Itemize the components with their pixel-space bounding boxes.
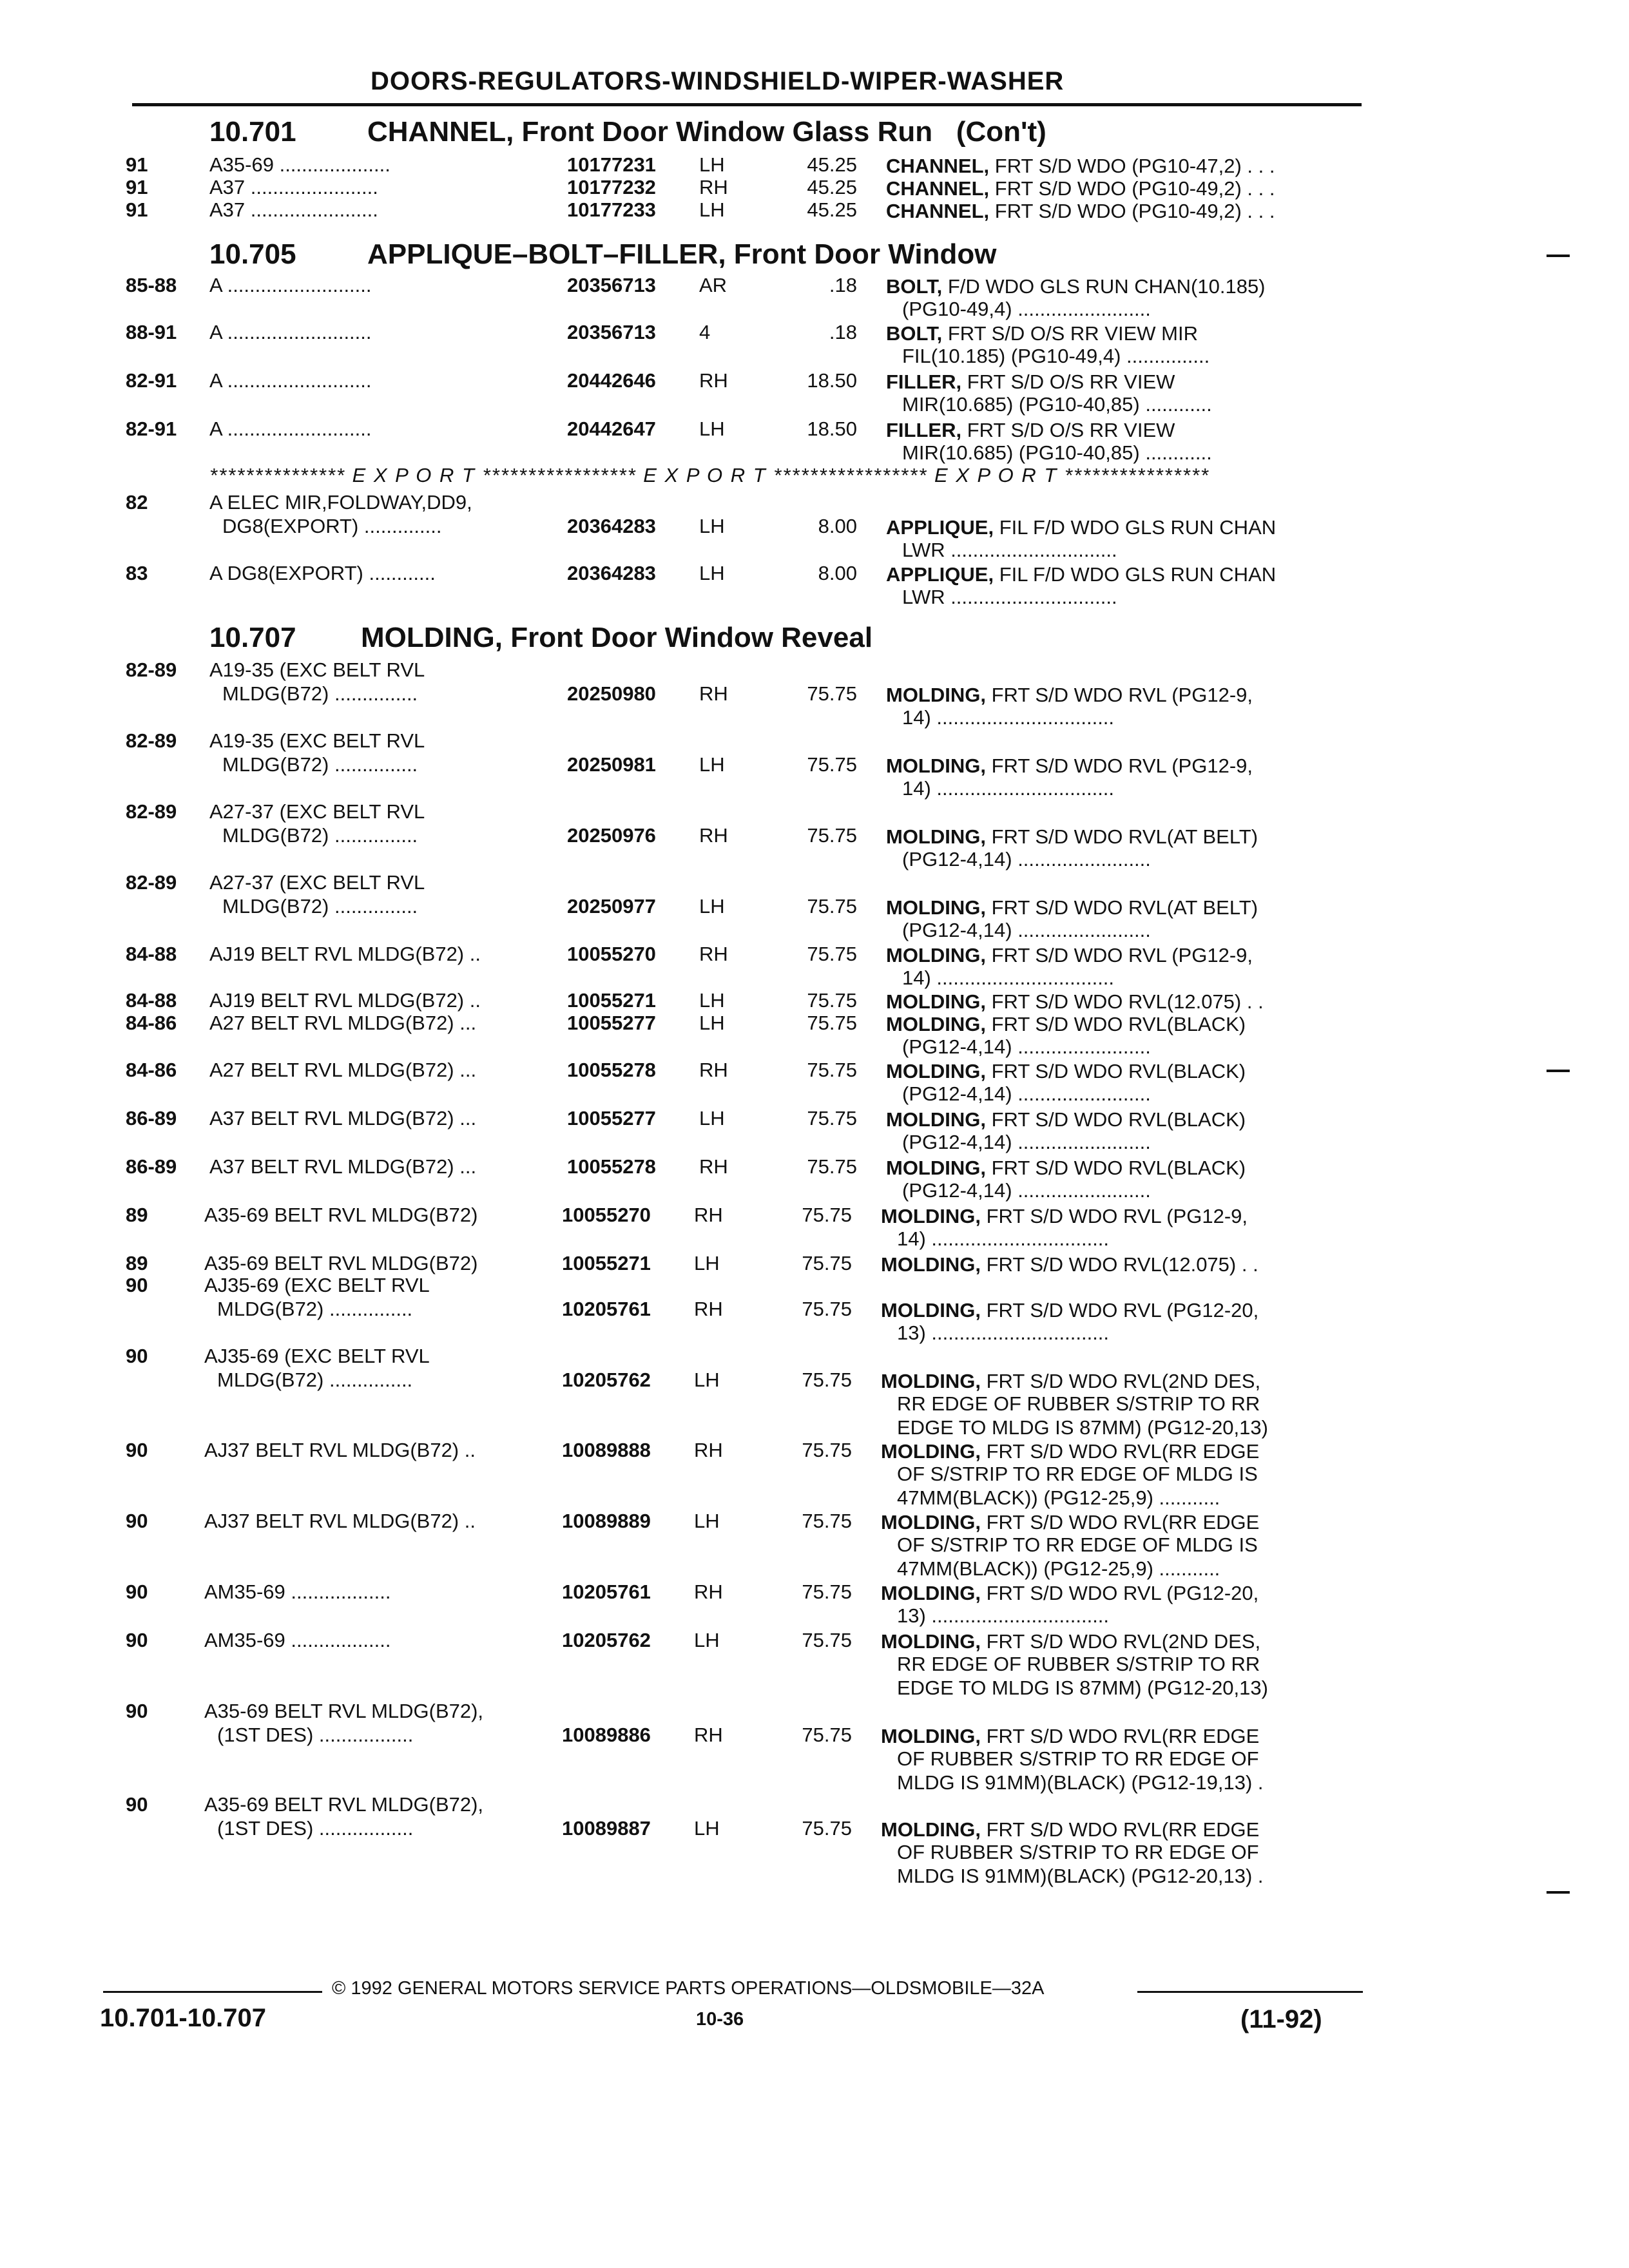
model-description: AJ19 BELT RVL MLDG(B72) ..: [209, 943, 481, 965]
quantity: LH: [699, 1012, 725, 1034]
part-name: MOLDING,: [886, 754, 986, 777]
model-description: A35-69 ....................: [209, 153, 390, 176]
part-number: 10089889: [562, 1510, 651, 1532]
part-number: 10055278: [567, 1155, 656, 1178]
section-10-701: [209, 116, 1046, 148]
part-description: CHANNEL, FRT S/D WDO (PG10-49,2) . . .: [886, 200, 1275, 222]
quantity: RH: [694, 1724, 723, 1746]
quantity: 4: [699, 321, 711, 343]
part-description-cont: OF RUBBER S/STRIP TO RR EDGE OF: [897, 1841, 1259, 1863]
model-years: 91: [126, 153, 148, 176]
part-description: MOLDING, FRT S/D WDO RVL(BLACK): [886, 1013, 1246, 1035]
model-description: A27 BELT RVL MLDG(B72) ...: [209, 1012, 477, 1034]
price: 75.75: [802, 1369, 852, 1391]
model-description: A19-35 (EXC BELT RVL: [209, 729, 425, 752]
price: 75.75: [802, 1510, 852, 1532]
model-description: AJ37 BELT RVL MLDG(B72) ..: [204, 1439, 476, 1461]
model-years: 84-86: [126, 1059, 177, 1081]
margin-mark: [1547, 1070, 1570, 1072]
part-description: MOLDING, FRT S/D WDO RVL(BLACK): [886, 1060, 1246, 1082]
part-description: FILLER, FRT S/D O/S RR VIEW: [886, 419, 1175, 441]
part-name: MOLDING,: [881, 1440, 981, 1463]
part-number: 10055277: [567, 1012, 656, 1034]
part-description: BOLT, FRT S/D O/S RR VIEW MIR: [886, 322, 1198, 345]
part-name: MOLDING,: [881, 1205, 981, 1227]
footer-rule-right: [1137, 1991, 1363, 1993]
quantity: LH: [699, 753, 725, 776]
part-name: MOLDING,: [881, 1630, 981, 1653]
price: 75.75: [802, 1204, 852, 1226]
part-description: MOLDING, FRT S/D WDO RVL (PG12-20,: [881, 1582, 1259, 1604]
model-description: A37 BELT RVL MLDG(B72) ...: [209, 1155, 477, 1178]
footer-copyright: © 1992 GENERAL MOTORS SERVICE PARTS OPERATIONS—OLDSMOBILE—32A: [332, 1978, 1045, 1999]
part-name: MOLDING,: [886, 1060, 986, 1082]
model-years: 82-89: [126, 800, 177, 823]
margin-mark: [1547, 1891, 1570, 1894]
quantity: LH: [699, 153, 725, 176]
model-years: 82-89: [126, 658, 177, 681]
price: 75.75: [807, 1107, 857, 1129]
part-name: CHANNEL,: [886, 155, 990, 177]
part-description: MOLDING, FRT S/D WDO RVL(BLACK): [886, 1157, 1246, 1179]
quantity: LH: [699, 895, 725, 918]
part-number: 10177232: [567, 176, 656, 198]
part-description-cont: (PG12-4,14) ........................: [902, 1082, 1151, 1105]
model-years: 89: [126, 1252, 148, 1274]
export-divider: *************** E X P O R T ***************** E X P O R T ***************** E X P O R T ****************: [209, 464, 1210, 486]
price: 75.75: [807, 824, 857, 847]
part-name: BOLT,: [886, 322, 943, 345]
model-description: A27-37 (EXC BELT RVL: [209, 800, 425, 823]
part-description: MOLDING, FRT S/D WDO RVL(RR EDGE: [881, 1440, 1260, 1463]
price: 75.75: [807, 753, 857, 776]
quantity: RH: [699, 176, 728, 198]
section-number: 10.705: [209, 238, 296, 270]
quantity: RH: [694, 1298, 723, 1320]
model-years: 88-91: [126, 321, 177, 343]
part-description: MOLDING, FRT S/D WDO RVL(AT BELT): [886, 896, 1258, 919]
model-years: 83: [126, 562, 148, 584]
part-description-cont: EDGE TO MLDG IS 87MM) (PG12-20,13): [897, 1677, 1268, 1699]
model-description-cont: MLDG(B72) ...............: [222, 895, 418, 918]
part-description-cont: MLDG IS 91MM)(BLACK) (PG12-20,13) .: [897, 1865, 1264, 1887]
price: 45.25: [807, 153, 857, 176]
part-name: MOLDING,: [886, 1157, 986, 1179]
part-description-cont: OF S/STRIP TO RR EDGE OF MLDG IS: [897, 1463, 1258, 1485]
price: 75.75: [807, 989, 857, 1012]
quantity: RH: [699, 1059, 728, 1081]
part-number: 20364283: [567, 515, 656, 537]
part-name: MOLDING,: [881, 1370, 981, 1392]
part-number: 10055270: [567, 943, 656, 965]
model-description-cont: MLDG(B72) ...............: [222, 824, 418, 847]
section-continued: (Con't): [956, 116, 1046, 148]
part-number: 10089887: [562, 1817, 651, 1840]
price: 8.00: [818, 562, 857, 584]
part-number: 10055271: [562, 1252, 651, 1274]
price: 75.75: [802, 1252, 852, 1274]
model-years: 90: [126, 1700, 148, 1722]
model-description: AJ37 BELT RVL MLDG(B72) ..: [204, 1510, 476, 1532]
part-name: MOLDING,: [886, 684, 986, 706]
price: 8.00: [818, 515, 857, 537]
part-number: 20250977: [567, 895, 656, 918]
part-description: MOLDING, FRT S/D WDO RVL(AT BELT): [886, 825, 1258, 848]
model-description: A37 .......................: [209, 198, 378, 221]
part-description: MOLDING, FRT S/D WDO RVL(12.075) . .: [881, 1253, 1258, 1276]
part-number: 10055271: [567, 989, 656, 1012]
model-years: 89: [126, 1204, 148, 1226]
quantity: RH: [699, 824, 728, 847]
part-description: MOLDING, FRT S/D WDO RVL (PG12-9,: [886, 754, 1253, 777]
part-description: MOLDING, FRT S/D WDO RVL (PG12-9,: [886, 944, 1253, 966]
part-description: MOLDING, FRT S/D WDO RVL(2ND DES,: [881, 1630, 1261, 1653]
model-years: 84-88: [126, 989, 177, 1012]
section-10-707: [209, 622, 872, 654]
model-description-cont: MLDG(B72) ...............: [217, 1369, 413, 1391]
model-description-cont: DG8(EXPORT) ..............: [222, 515, 442, 537]
part-description-cont: EDGE TO MLDG IS 87MM) (PG12-20,13): [897, 1416, 1268, 1439]
part-name: MOLDING,: [886, 896, 986, 919]
quantity: LH: [699, 1107, 725, 1129]
price: .18: [829, 321, 857, 343]
price: 75.75: [807, 682, 857, 705]
part-name: CHANNEL,: [886, 177, 990, 200]
part-number: 20442647: [567, 418, 656, 440]
footer-date-code: (11-92): [1240, 2005, 1322, 2033]
part-name: MOLDING,: [881, 1511, 981, 1533]
part-description: APPLIQUE, FIL F/D WDO GLS RUN CHAN: [886, 516, 1277, 539]
part-number: 20364283: [567, 562, 656, 584]
part-name: MOLDING,: [881, 1818, 981, 1841]
section-number: 10.707: [209, 622, 296, 653]
quantity: RH: [694, 1439, 723, 1461]
quantity: RH: [699, 682, 728, 705]
model-description: A27 BELT RVL MLDG(B72) ...: [209, 1059, 477, 1081]
header-rule: [132, 103, 1362, 106]
price: 75.75: [802, 1724, 852, 1746]
part-name: MOLDING,: [881, 1299, 981, 1321]
quantity: LH: [699, 515, 725, 537]
quantity: RH: [694, 1204, 723, 1226]
part-name: MOLDING,: [881, 1253, 981, 1276]
model-years: 86-89: [126, 1107, 177, 1129]
part-description-cont: 14) ................................: [897, 1227, 1110, 1250]
part-description: MOLDING, FRT S/D WDO RVL(BLACK): [886, 1108, 1246, 1131]
part-name: APPLIQUE,: [886, 516, 994, 539]
price: 75.75: [802, 1817, 852, 1840]
quantity: LH: [699, 198, 725, 221]
price: 75.75: [802, 1298, 852, 1320]
margin-mark: [1547, 255, 1570, 257]
page-header: DOORS-REGULATORS-WINDSHIELD-WIPER-WASHER: [371, 67, 1065, 95]
part-description-cont: MLDG IS 91MM)(BLACK) (PG12-19,13) .: [897, 1771, 1264, 1794]
footer-rule-left: [103, 1991, 322, 1993]
part-number: 10205762: [562, 1369, 651, 1391]
price: 75.75: [802, 1581, 852, 1603]
model-description: AJ35-69 (EXC BELT RVL: [204, 1274, 430, 1296]
part-number: 10205762: [562, 1629, 651, 1651]
quantity: RH: [699, 943, 728, 965]
model-years: 90: [126, 1581, 148, 1603]
part-description-cont: OF RUBBER S/STRIP TO RR EDGE OF: [897, 1747, 1259, 1770]
part-description: MOLDING, FRT S/D WDO RVL (PG12-9,: [881, 1205, 1248, 1227]
part-number: 10089886: [562, 1724, 651, 1746]
model-description: A ..........................: [209, 418, 372, 440]
part-number: 10055270: [562, 1204, 651, 1226]
model-years: 82: [126, 491, 148, 514]
part-description: BOLT, F/D WDO GLS RUN CHAN(10.185): [886, 275, 1266, 298]
part-description-cont: RR EDGE OF RUBBER S/STRIP TO RR: [897, 1392, 1260, 1415]
part-name: MOLDING,: [886, 944, 986, 966]
price: 75.75: [807, 1012, 857, 1034]
part-name: MOLDING,: [886, 825, 986, 848]
part-name: FILLER,: [886, 370, 962, 393]
part-description-cont: 14) ................................: [902, 706, 1115, 729]
part-number: 10055277: [567, 1107, 656, 1129]
section-10-705: [209, 238, 997, 271]
model-description: A DG8(EXPORT) ............: [209, 562, 436, 584]
part-description: MOLDING, FRT S/D WDO RVL(RR EDGE: [881, 1725, 1260, 1747]
part-description-cont: MIR(10.685) (PG10-40,85) ............: [902, 441, 1212, 464]
part-number: 20250976: [567, 824, 656, 847]
model-years: 90: [126, 1274, 148, 1296]
section-title: APPLIQUE–BOLT–FILLER, Front Door Window: [367, 238, 997, 270]
quantity: LH: [694, 1510, 720, 1532]
section-number: 10.701: [209, 116, 296, 148]
model-years: 86-89: [126, 1155, 177, 1178]
model-years: 90: [126, 1439, 148, 1461]
part-number: 10089888: [562, 1439, 651, 1461]
price: 45.25: [807, 198, 857, 221]
price: 75.75: [807, 943, 857, 965]
part-description: MOLDING, FRT S/D WDO RVL(12.075) . .: [886, 990, 1264, 1013]
part-name: FILLER,: [886, 419, 962, 441]
model-description: A19-35 (EXC BELT RVL: [209, 658, 425, 681]
quantity: LH: [694, 1817, 720, 1840]
model-years: 90: [126, 1629, 148, 1651]
model-description-cont: MLDG(B72) ...............: [217, 1298, 413, 1320]
model-description: AJ35-69 (EXC BELT RVL: [204, 1345, 430, 1367]
part-description-cont: (PG12-4,14) ........................: [902, 1179, 1151, 1202]
part-description: MOLDING, FRT S/D WDO RVL (PG12-20,: [881, 1299, 1259, 1321]
model-years: 90: [126, 1345, 148, 1367]
part-number: 10177233: [567, 198, 656, 221]
part-number: 10177231: [567, 153, 656, 176]
price: 18.50: [807, 369, 857, 392]
part-name: BOLT,: [886, 275, 943, 298]
part-description-cont: LWR ..............................: [902, 586, 1117, 608]
part-number: 20356713: [567, 274, 656, 296]
part-description-cont: RR EDGE OF RUBBER S/STRIP TO RR: [897, 1653, 1260, 1675]
part-description-cont: 47MM(BLACK)) (PG12-25,9) ...........: [897, 1486, 1220, 1509]
part-description-cont: OF S/STRIP TO RR EDGE OF MLDG IS: [897, 1533, 1258, 1556]
part-description-cont: (PG12-4,14) ........................: [902, 919, 1151, 941]
price: 75.75: [807, 1155, 857, 1178]
part-description: CHANNEL, FRT S/D WDO (PG10-49,2) . . .: [886, 177, 1275, 200]
price: 75.75: [807, 895, 857, 918]
section-title: MOLDING, Front Door Window Reveal: [361, 622, 873, 653]
part-description: MOLDING, FRT S/D WDO RVL(2ND DES,: [881, 1370, 1261, 1392]
model-years: 91: [126, 176, 148, 198]
model-description: A35-69 BELT RVL MLDG(B72),: [204, 1793, 484, 1816]
price: .18: [829, 274, 857, 296]
price: 75.75: [802, 1439, 852, 1461]
model-description-cont: (1ST DES) .................: [217, 1724, 414, 1746]
part-name: MOLDING,: [881, 1582, 981, 1604]
part-number: 20250981: [567, 753, 656, 776]
price: 45.25: [807, 176, 857, 198]
price: 75.75: [807, 1059, 857, 1081]
quantity: LH: [699, 989, 725, 1012]
model-description: A37 .......................: [209, 176, 378, 198]
model-years: 90: [126, 1793, 148, 1816]
price: 18.50: [807, 418, 857, 440]
part-number: 20250980: [567, 682, 656, 705]
model-description: AM35-69 ..................: [204, 1581, 391, 1603]
quantity: RH: [694, 1581, 723, 1603]
part-description-cont: 14) ................................: [902, 966, 1115, 989]
part-description: CHANNEL, FRT S/D WDO (PG10-47,2) . . .: [886, 155, 1275, 177]
quantity: AR: [699, 274, 728, 296]
model-years: 91: [126, 198, 148, 221]
part-description: FILLER, FRT S/D O/S RR VIEW: [886, 370, 1175, 393]
part-description-cont: (PG12-4,14) ........................: [902, 1035, 1151, 1058]
part-name: MOLDING,: [881, 1725, 981, 1747]
part-name: MOLDING,: [886, 990, 986, 1013]
model-description-cont: (1ST DES) .................: [217, 1817, 414, 1840]
model-years: 84-86: [126, 1012, 177, 1034]
model-description: A35-69 BELT RVL MLDG(B72): [204, 1252, 478, 1274]
part-description-cont: FIL(10.185) (PG10-49,4) ...............: [902, 345, 1210, 367]
model-description-cont: MLDG(B72) ...............: [222, 753, 418, 776]
quantity: LH: [694, 1369, 720, 1391]
part-number: 10205761: [562, 1581, 651, 1603]
part-number: 20442646: [567, 369, 656, 392]
part-description-cont: 47MM(BLACK)) (PG12-25,9) ...........: [897, 1557, 1220, 1580]
part-description-cont: 13) ................................: [897, 1321, 1110, 1344]
part-name: MOLDING,: [886, 1108, 986, 1131]
section-title: CHANNEL, Front Door Window Glass Run: [367, 116, 933, 148]
quantity: LH: [699, 418, 725, 440]
model-years: 82-89: [126, 729, 177, 752]
part-name: CHANNEL,: [886, 200, 990, 222]
part-description: MOLDING, FRT S/D WDO RVL(RR EDGE: [881, 1818, 1260, 1841]
model-years: 85-88: [126, 274, 177, 296]
part-description-cont: MIR(10.685) (PG10-40,85) ............: [902, 393, 1212, 416]
model-description: A37 BELT RVL MLDG(B72) ...: [209, 1107, 477, 1129]
quantity: LH: [694, 1252, 720, 1274]
part-description: MOLDING, FRT S/D WDO RVL(RR EDGE: [881, 1511, 1260, 1533]
part-number: 10205761: [562, 1298, 651, 1320]
model-years: 82-89: [126, 871, 177, 894]
model-description: A35-69 BELT RVL MLDG(B72),: [204, 1700, 484, 1722]
model-description: A ..........................: [209, 321, 372, 343]
footer-section-range: 10.701-10.707: [100, 2004, 267, 2032]
part-description: MOLDING, FRT S/D WDO RVL (PG12-9,: [886, 684, 1253, 706]
part-description-cont: (PG12-4,14) ........................: [902, 848, 1151, 870]
part-number: 10055278: [567, 1059, 656, 1081]
part-description: APPLIQUE, FIL F/D WDO GLS RUN CHAN: [886, 563, 1277, 586]
model-years: 90: [126, 1510, 148, 1532]
model-description: AM35-69 ..................: [204, 1629, 391, 1651]
model-years: 82-91: [126, 418, 177, 440]
price: 75.75: [802, 1629, 852, 1651]
model-description: A ELEC MIR,FOLDWAY,DD9,: [209, 491, 472, 514]
model-description-cont: MLDG(B72) ...............: [222, 682, 418, 705]
part-description-cont: 13) ................................: [897, 1604, 1110, 1627]
part-name: MOLDING,: [886, 1013, 986, 1035]
model-years: 84-88: [126, 943, 177, 965]
part-number: 20356713: [567, 321, 656, 343]
model-description: A ..........................: [209, 369, 372, 392]
model-description: A35-69 BELT RVL MLDG(B72): [204, 1204, 478, 1226]
part-description-cont: (PG12-4,14) ........................: [902, 1131, 1151, 1153]
part-name: APPLIQUE,: [886, 563, 994, 586]
model-description: AJ19 BELT RVL MLDG(B72) ..: [209, 989, 481, 1012]
part-description-cont: LWR ..............................: [902, 539, 1117, 561]
model-description: A ..........................: [209, 274, 372, 296]
quantity: LH: [694, 1629, 720, 1651]
model-description: A27-37 (EXC BELT RVL: [209, 871, 425, 894]
quantity: RH: [699, 369, 728, 392]
model-years: 82-91: [126, 369, 177, 392]
footer-page-number: 10-36: [696, 2009, 744, 2030]
part-description-cont: 14) ................................: [902, 777, 1115, 800]
quantity: LH: [699, 562, 725, 584]
quantity: RH: [699, 1155, 728, 1178]
part-description-cont: (PG10-49,4) ........................: [902, 298, 1151, 320]
